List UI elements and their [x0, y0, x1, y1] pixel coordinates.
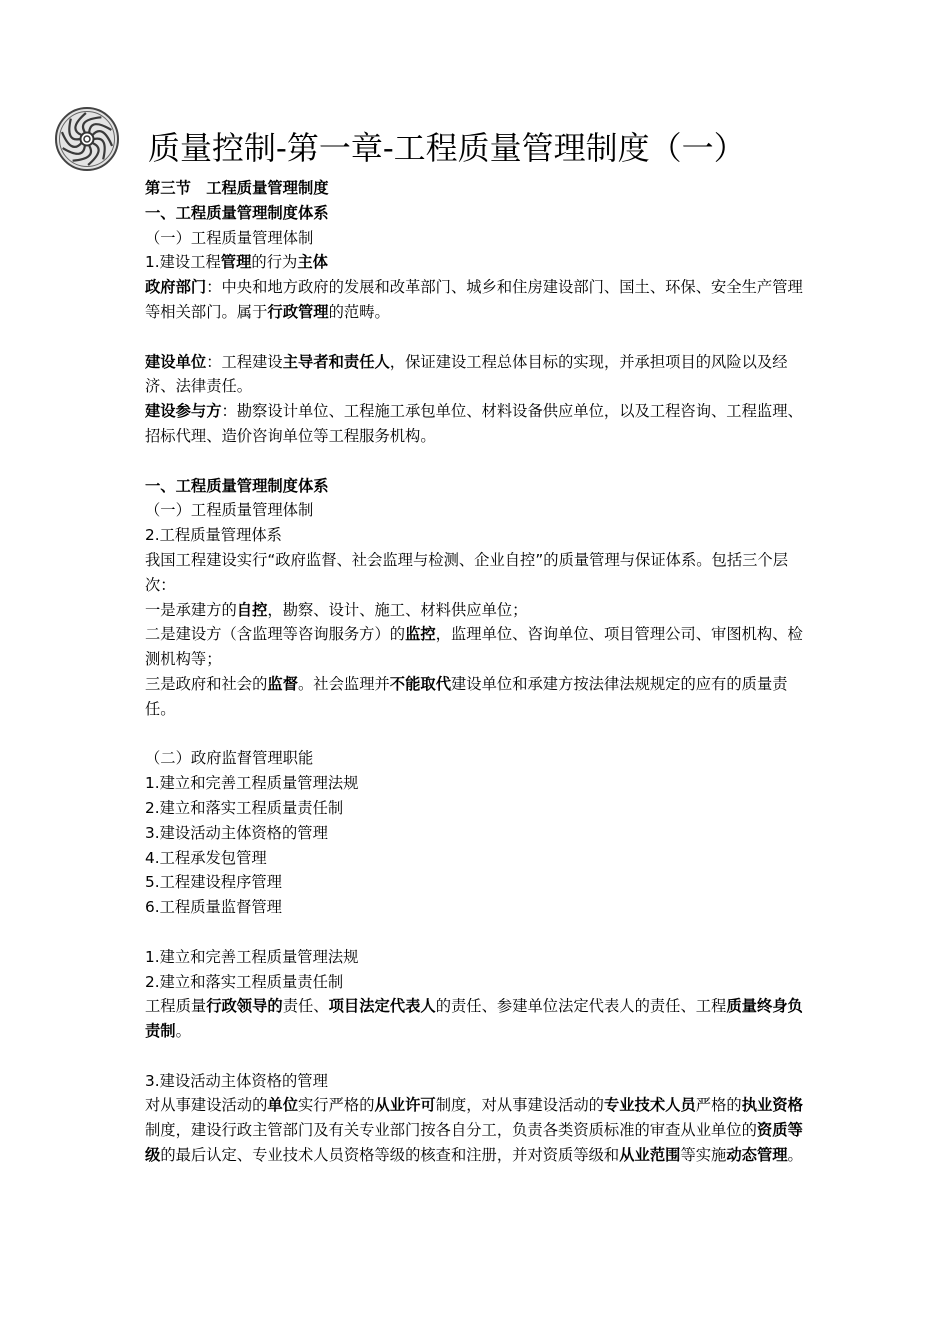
text-run: ，勘察、设计、施工、材料供应单位； — [267, 600, 528, 619]
text-run: 责任、 — [282, 997, 329, 1016]
paragraph — [145, 870, 807, 895]
text-run: ：中央和地方政府的发展和改革部门、城乡和住房建设部门、国土、环保、安全生产管理等相关部门。属于 — [145, 278, 803, 321]
paragraph — [145, 994, 807, 1044]
text-run: 的行为 — [251, 253, 298, 272]
text-run: 制度，对从事建设活动的 — [435, 1096, 604, 1115]
text-run: 对从事建设活动的 — [145, 1096, 268, 1115]
document-body — [145, 176, 807, 1168]
bold-text: 监督 — [267, 674, 298, 693]
text-run: 一是承建方的 — [145, 600, 237, 619]
text-run: 1.建立和完善工程质量管理法规 — [145, 774, 359, 793]
bold-text: 专业技术人员 — [603, 1096, 696, 1115]
bold-text: 监控 — [405, 625, 436, 644]
paragraph — [145, 746, 807, 771]
text-run: 的范畴。 — [328, 302, 390, 321]
text-run: 的最后认定、专业技术人员资格等级的核查和注册，并对资质等级和 — [160, 1146, 620, 1165]
paragraph — [145, 548, 807, 598]
bold-text: 质量终身负责制 — [145, 997, 803, 1041]
text-run: 2.工程质量管理体系 — [145, 526, 282, 545]
paragraph — [145, 846, 807, 871]
paragraph — [145, 226, 807, 251]
paragraph — [145, 1069, 807, 1094]
bold-text: 建设单位 — [145, 352, 207, 371]
bold-text: 主导者和责任人 — [282, 352, 390, 371]
bold-text: 从业许可 — [374, 1096, 436, 1115]
text-run: ：工程建设 — [206, 352, 283, 371]
bold-text: 第三节 工程质量管理制度 — [145, 179, 329, 197]
paragraph — [145, 895, 807, 920]
text-run: 3.建设活动主体资格的管理 — [145, 823, 328, 842]
text-run: 严格的 — [695, 1096, 742, 1115]
paragraph — [145, 598, 807, 623]
bold-text: 执业资格 — [741, 1096, 803, 1115]
text-run: （一）工程质量管理体制 — [145, 501, 314, 520]
text-run: 6.工程质量监督管理 — [145, 898, 282, 917]
bold-text: 从业范围 — [619, 1146, 681, 1165]
paragraph — [145, 771, 807, 796]
text-run: 。社会监理并 — [298, 674, 390, 693]
bold-text: 一、工程质量管理制度体系 — [145, 203, 329, 222]
text-run: （二）政府监督管理职能 — [145, 749, 314, 768]
bold-text: 主体 — [297, 253, 328, 272]
text-run: （一）工程质量管理体制 — [145, 228, 314, 247]
bold-text: 项目法定代表人 — [328, 997, 436, 1016]
text-run: 制度，建设行政主管部门及有关专业部门按各自分工，负责各类资质标准的审查从业单位的 — [145, 1121, 757, 1140]
paragraph — [145, 945, 807, 970]
text-run: 建设单位和承建方按法律法规规定的应有的质量责任。 — [145, 674, 788, 718]
paragraph — [145, 1093, 807, 1167]
text-run: 2.建立和落实工程质量责任制 — [145, 972, 344, 991]
text-run: 工程质量 — [145, 997, 207, 1016]
paragraph — [145, 970, 807, 995]
paragraph — [145, 250, 807, 275]
paragraph-spacer — [145, 449, 807, 474]
bold-text: 一、工程质量管理制度体系 — [145, 476, 329, 495]
paragraph — [145, 498, 807, 523]
text-run: 3.建设活动主体资格的管理 — [145, 1071, 328, 1090]
paragraph — [145, 399, 807, 449]
paragraph — [145, 176, 807, 201]
text-run: 我国工程建设实行“政府监督、社会监理与检测、企业自控”的质量管理与保证体系。包括三个层次： — [145, 550, 789, 594]
text-run: 4.工程承发包管理 — [145, 848, 267, 867]
swirl-logo-icon — [54, 106, 120, 172]
bold-text: 资质等级 — [145, 1121, 803, 1165]
paragraph — [145, 275, 807, 325]
paragraph-spacer — [145, 325, 807, 350]
bold-text: 管理 — [220, 253, 252, 272]
document-title: 质量控制-第一章-工程质量管理制度（一） — [148, 129, 746, 167]
bold-text: 单位 — [267, 1096, 298, 1115]
paragraph-spacer — [145, 722, 807, 747]
text-run: 等实施 — [680, 1146, 727, 1165]
text-run: 1.建设工程 — [145, 253, 221, 272]
text-run: 实行严格的 — [298, 1096, 375, 1115]
paragraph — [145, 622, 807, 672]
text-run: 。 — [787, 1146, 803, 1165]
bold-text: 不能取代 — [389, 674, 451, 693]
bold-text: 行政领导的 — [206, 997, 283, 1016]
text-run: 。 — [175, 1022, 191, 1041]
text-run: ：勘察设计单位、工程施工承包单位、材料设备供应单位，以及工程咨询、工程监理、招标代理、造价咨询单位等工程服务机构。 — [145, 402, 803, 445]
bold-text: 行政管理 — [267, 302, 329, 321]
paragraph — [145, 523, 807, 548]
paragraph — [145, 201, 807, 226]
text-run: ，监理单位、咨询单位、项目管理公司、审图机构、检测机构等； — [145, 625, 803, 669]
text-run: 的责任、参建单位法定代表人的责任、工程 — [435, 997, 727, 1016]
bold-text: 政府部门 — [145, 278, 207, 297]
text-run: 三是政府和社会的 — [145, 674, 268, 693]
paragraph — [145, 796, 807, 821]
bold-text: 动态管理 — [726, 1146, 788, 1165]
text-run: 5.工程建设程序管理 — [145, 873, 282, 892]
paragraph — [145, 350, 807, 400]
bold-text: 建设参与方 — [145, 402, 222, 421]
text-run: 二是建设方（含监理等咨询服务方）的 — [145, 625, 406, 644]
text-run: 1.建立和完善工程质量管理法规 — [145, 947, 359, 966]
paragraph-spacer — [145, 1044, 807, 1069]
paragraph — [145, 821, 807, 846]
paragraph-spacer — [145, 920, 807, 945]
text-run: ，保证建设工程总体目标的实现，并承担项目的风险以及经济、法律责任。 — [145, 352, 788, 396]
text-run: 2.建立和落实工程质量责任制 — [145, 798, 344, 817]
paragraph — [145, 672, 807, 722]
bold-text: 自控 — [236, 600, 268, 619]
paragraph — [145, 474, 807, 499]
